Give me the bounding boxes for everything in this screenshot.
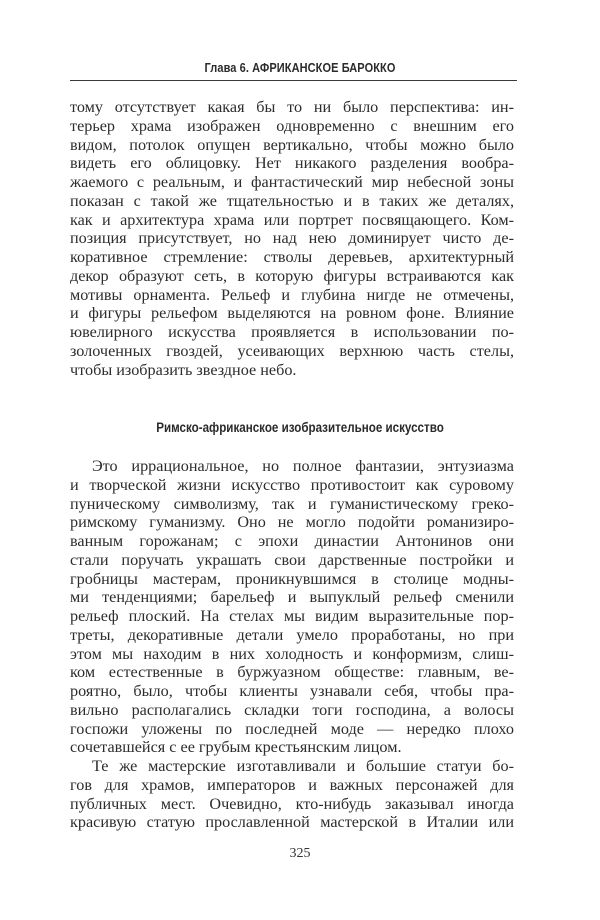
- text-line: Это иррациональное, но полное фантазии, энтузиазма: [92, 457, 514, 475]
- text-line: декор образуют сеть, в которую фигуры встраиваются как: [70, 266, 514, 285]
- text-line: стали поручать украшать свои дарственные постройки и: [70, 550, 514, 569]
- text-line: ванным горожанам; с эпохи династии Антонинов они: [70, 532, 514, 550]
- running-head: Глава 6. АФРИКАНСКОЕ БАРОККО: [204, 61, 396, 75]
- text-line: показан с такой же тщательностью и в таких же деталях,: [70, 191, 514, 210]
- text-line: терьер храма изображен одновременно с внешним его: [70, 116, 514, 135]
- text-line: рельеф плоский. На стелах мы видим выразительные пор-: [70, 607, 514, 625]
- text-line: как и архитектура храма или портрет посвящающего. Ком-: [70, 210, 514, 229]
- text-line: тому отсутствует какая бы то ни было перспектива: ин-: [70, 98, 514, 116]
- text-line: пуническому символизму, так и гуманистическому греко-: [70, 494, 514, 513]
- text-line: и творческой жизни искусство противостоит как суровому: [70, 475, 514, 494]
- text-line: и фигуры рельефом выделяются на ровном фоне. Влияние: [70, 304, 514, 323]
- text-line: гов для храмов, императоров и важных персонажей для: [70, 775, 514, 794]
- text-line: римскому гуманизму. Оно не могло подойти романизиро-: [70, 513, 514, 532]
- text-line: Те же мастерские изготавливали и большие статуи бо-: [92, 757, 514, 775]
- text-line: вильно располагались складки тоги господина, а волосы: [70, 700, 514, 719]
- text-line: ми тенденциями; барельеф и выпуклый рельеф сменили: [70, 588, 514, 607]
- text-line: роятно, было, чтобы клиенты узнавали себя, чтобы пра-: [70, 682, 514, 700]
- text-line: треты, декоративные детали умело проработаны, но при: [70, 625, 514, 644]
- text-line: гробницы мастерам, проникнувшимся в столице модны-: [70, 569, 514, 588]
- text-line: золоченных гвоздей, усеивающих верхнюю часть стелы,: [70, 341, 514, 360]
- text-line: публичных мест. Очевидно, кто-нибудь заказывал иногда: [70, 794, 514, 813]
- text-line: сочетавшейся с ее грубым крестьянским лицом.: [70, 738, 402, 757]
- text-line: этом мы находим в них холодность и конформизм, слиш-: [70, 644, 514, 663]
- section-heading: Римско-африканское изобразительное искусство: [156, 420, 444, 435]
- text-line: видом, потолок опущен вертикально, чтобы можно было: [70, 135, 514, 154]
- text-line: чтобы изобразить звездное небо.: [70, 360, 297, 379]
- header-rule-divider: [70, 80, 517, 81]
- paragraph-continued: [70, 98, 514, 379]
- text-line: мотивы орнамента. Рельеф и глубина нигде не отмечены,: [70, 285, 514, 304]
- text-line: видеть его облицовку. Нет никакого разделения вообра-: [70, 154, 514, 173]
- text-line: ювелирного искусства проявляется в использовании по-: [70, 323, 514, 341]
- page-number: 325: [289, 846, 311, 861]
- text-line: жаемого с реальным, и фантастический мир небесной зоны: [70, 173, 514, 191]
- text-line: госпожи уложены по последней моде — нередко плохо: [70, 719, 514, 738]
- text-line: коративное стремление: стволы деревьев, архитектурный: [70, 248, 514, 266]
- text-line: красивую статую прославленной мастерской в Италии или: [70, 813, 514, 832]
- text-line: позиция присутствует, но над нею доминирует чисто де-: [70, 229, 514, 248]
- section-body: [70, 457, 514, 832]
- text-line: ком естественные в буржуазном обществе: главным, ве-: [70, 663, 514, 682]
